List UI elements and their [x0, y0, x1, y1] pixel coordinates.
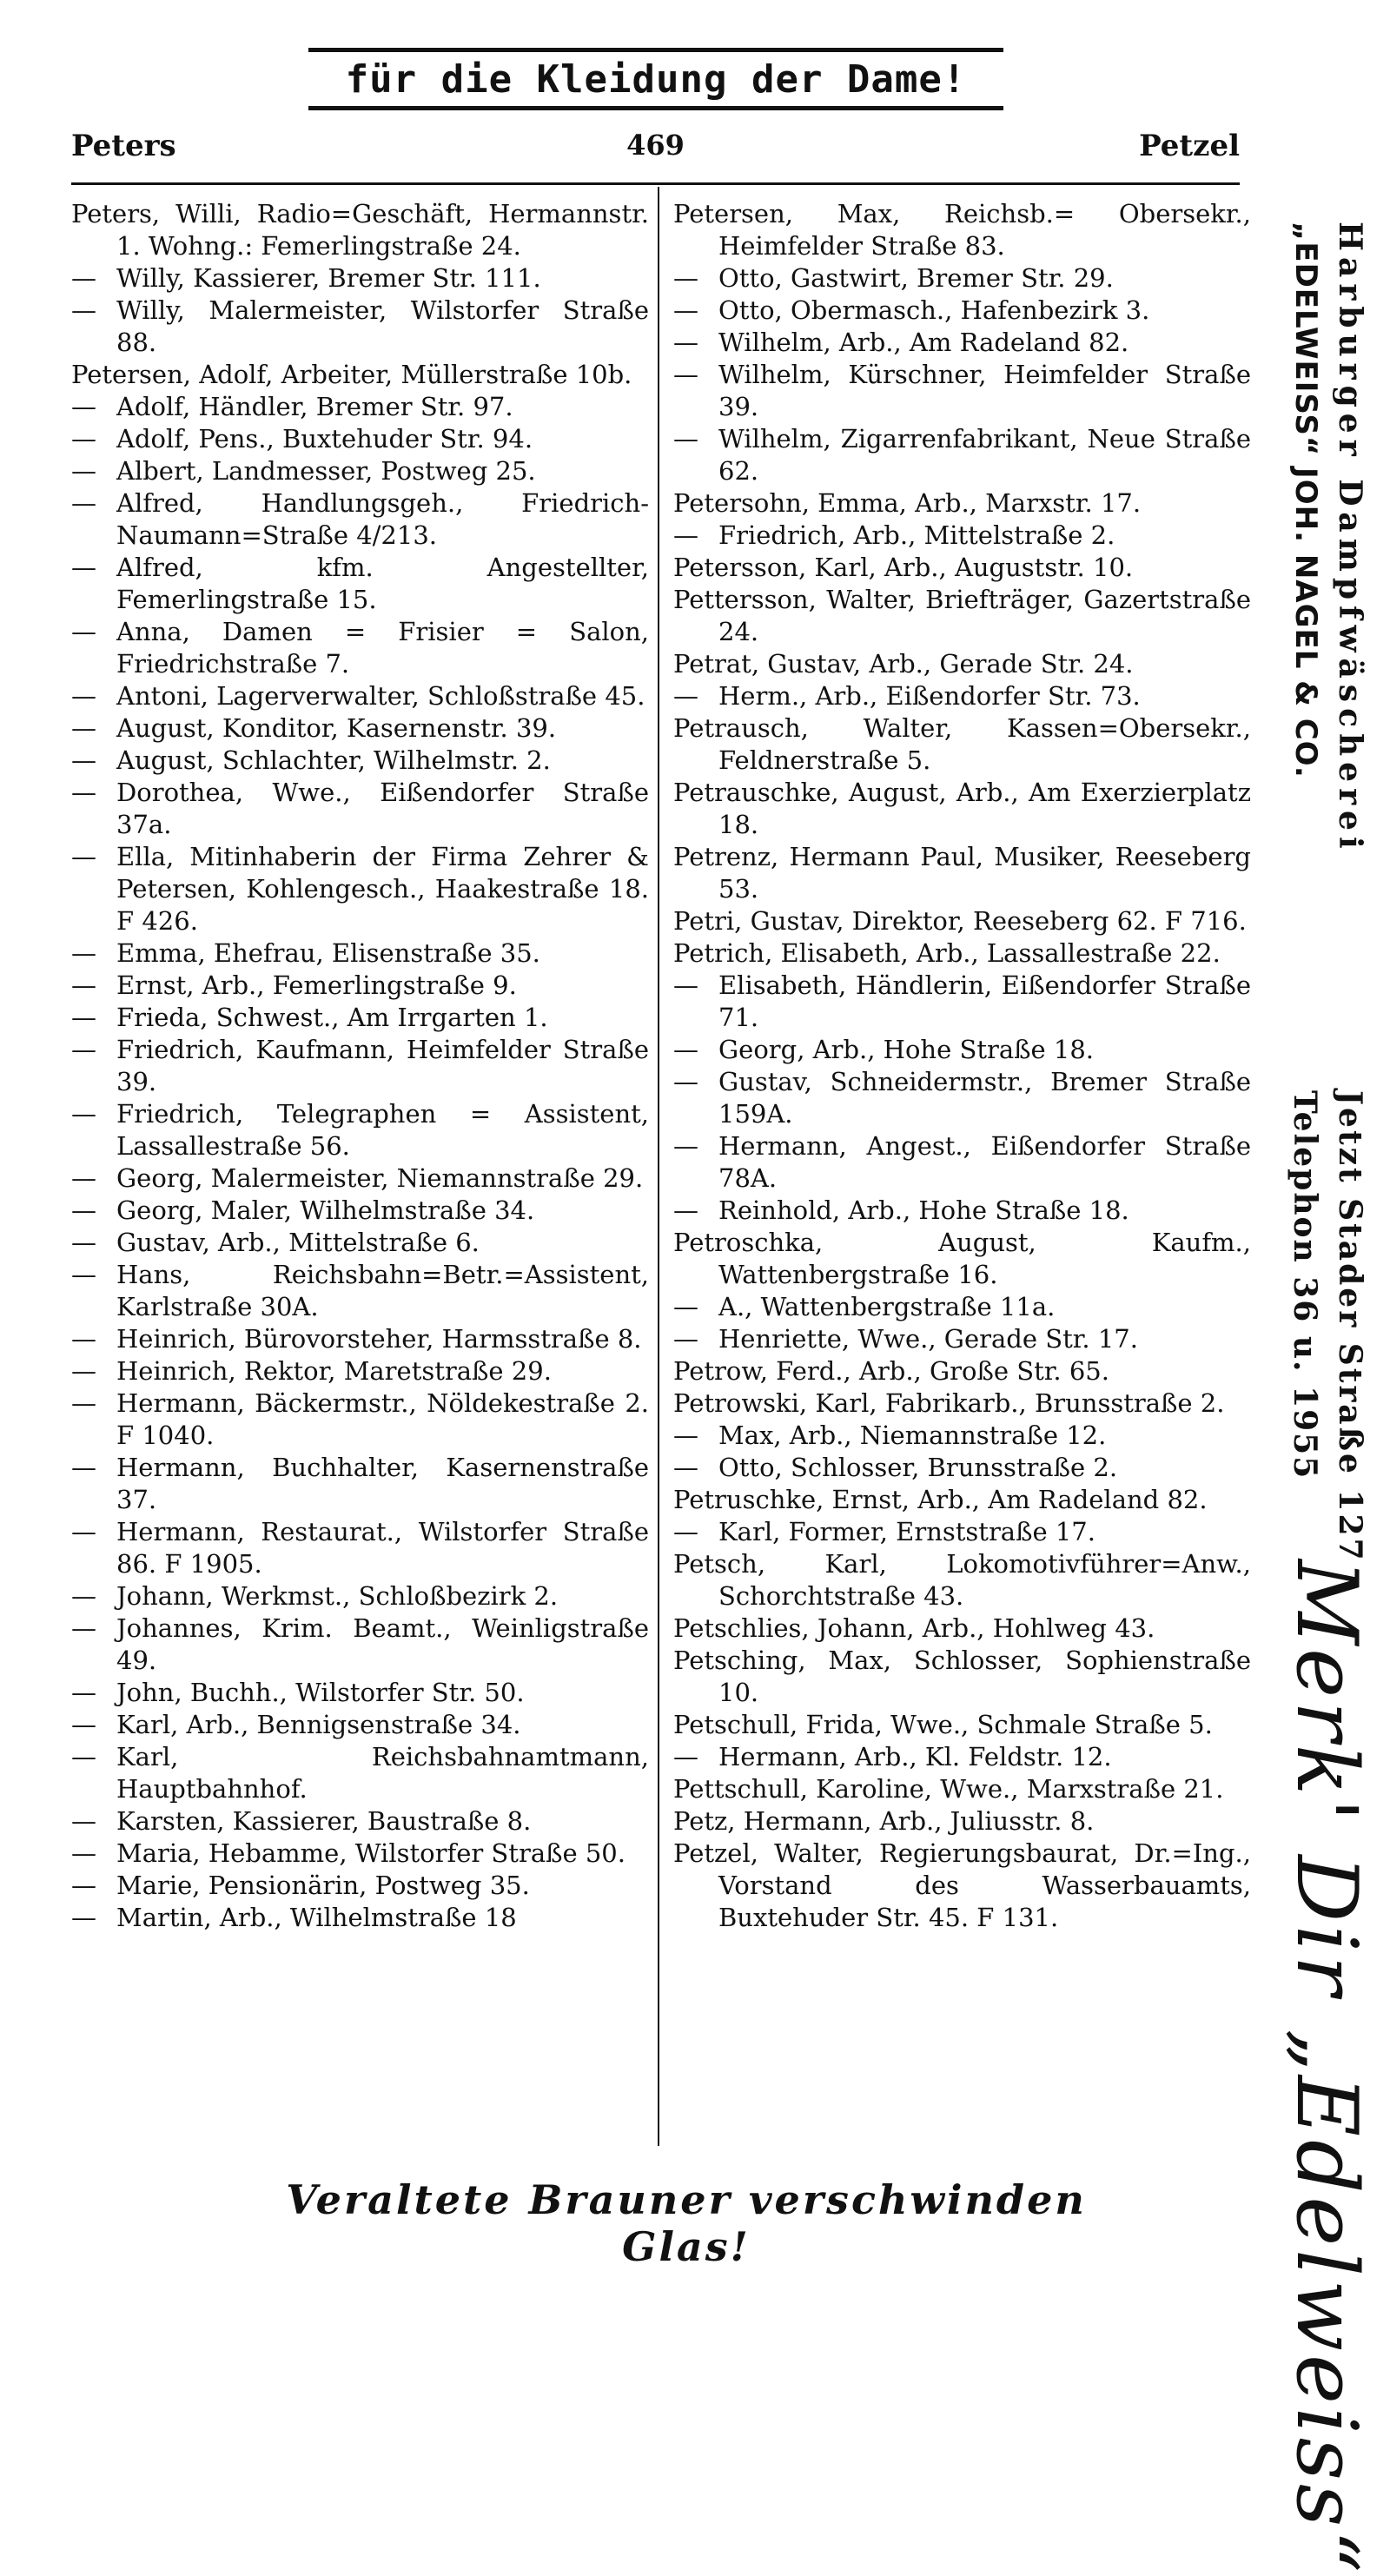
repeat-dash: —	[673, 1420, 698, 1450]
directory-entry	[71, 1355, 649, 1387]
directory-entry	[71, 841, 649, 937]
entry-text: Adolf, Pens., Buxtehuder Str. 94.	[116, 424, 533, 454]
directory-entry	[673, 1323, 1251, 1355]
repeat-dash: —	[71, 1195, 96, 1225]
entry-text: John, Buchh., Wilstorfer Str. 50.	[116, 1678, 525, 1707]
entry-text: Petzel, Walter, Regierungsbaurat, Dr.=Ing., Vorstand des Wasserbauamts, Buxtehuder Str. 45. F 131.	[673, 1838, 1251, 1932]
entry-text: Hermann, Buchhalter, Kasernenstraße 37.	[116, 1453, 649, 1514]
entry-text: Albert, Landmesser, Postweg 25.	[116, 456, 536, 486]
directory-entry	[673, 905, 1251, 937]
running-header	[71, 129, 1240, 172]
repeat-dash: —	[71, 263, 96, 293]
directory-entry	[673, 970, 1251, 1034]
entry-text: Gustav, Schneidermstr., Bremer Straße 159A.	[718, 1067, 1251, 1129]
entry-text: Ernst, Arb., Femerlingstraße 9.	[116, 970, 517, 1000]
entry-text: Georg, Arb., Hohe Straße 18.	[718, 1035, 1095, 1064]
entry-text: Hans, Reichsbahn=Betr.=Assistent, Karlstraße 30A.	[116, 1260, 649, 1321]
entry-text: Peters, Willi, Radio=Geschäft, Hermannstr. 1. Wohng.: Femerlingstraße 24.	[71, 199, 649, 261]
repeat-dash: —	[71, 1678, 96, 1707]
repeat-dash: —	[71, 1613, 96, 1643]
directory-entry	[71, 487, 649, 552]
directory-entry	[673, 1355, 1251, 1387]
entry-text: Petri, Gustav, Direktor, Reeseberg 62. F 716.	[673, 906, 1247, 936]
side-ad-slogan: Merk' Dir „Edelweiss“	[1278, 1560, 1375, 2576]
repeat-dash: —	[71, 1003, 96, 1032]
directory-entry	[673, 327, 1251, 359]
repeat-dash: —	[71, 1903, 96, 1932]
entry-text: Karl, Reichsbahnamtmann, Hauptbahnhof.	[116, 1742, 649, 1804]
directory-entry	[673, 1773, 1251, 1805]
repeat-dash: —	[71, 1228, 96, 1257]
entry-text: Alfred, Handlungsgeh., Friedrich-Naumann=Straße 4/213.	[116, 488, 649, 550]
entry-text: Petrat, Gustav, Arb., Gerade Str. 24.	[673, 649, 1134, 679]
directory-entry	[673, 680, 1251, 712]
entry-text: Petersen, Adolf, Arbeiter, Müllerstraße 10b.	[71, 360, 632, 389]
directory-entry	[71, 1034, 649, 1098]
entry-text: Petrow, Ferd., Arb., Große Str. 65.	[673, 1356, 1109, 1386]
entry-text: Marie, Pensionärin, Postweg 35.	[116, 1871, 530, 1900]
repeat-dash: —	[71, 1517, 96, 1546]
entry-text: Otto, Obermasch., Hafenbezirk 3.	[718, 295, 1150, 325]
entry-text: Petrausch, Walter, Kassen=Obersekr., Feldnerstraße 5.	[673, 713, 1251, 775]
directory-entry	[71, 1227, 649, 1259]
directory-entry	[673, 295, 1251, 327]
directory-entry	[71, 198, 649, 262]
entry-text: Heinrich, Bürovorsteher, Harmsstraße 8.	[116, 1324, 642, 1354]
directory-entry	[673, 1227, 1251, 1291]
directory-entry	[673, 1838, 1251, 1934]
directory-entry	[71, 1162, 649, 1195]
entry-text: Johannes, Krim. Beamt., Weinligstraße 49.	[116, 1613, 649, 1675]
directory-entry	[673, 423, 1251, 487]
repeat-dash: —	[673, 1067, 698, 1096]
directory-entry	[71, 1612, 649, 1677]
directory-entry	[71, 295, 649, 359]
entry-text: Petsching, Max, Schlosser, Sophienstraße 10.	[673, 1646, 1251, 1707]
entry-text: Alfred, kfm. Angestellter, Femerlingstraße 15.	[116, 553, 649, 614]
entry-text: Petersen, Max, Reichsb.= Obersekr., Heimfelder Straße 83.	[673, 199, 1251, 261]
side-ad-address: Jetzt Stader Straße 127	[1332, 1090, 1368, 1563]
side-ad-phone: Telephon 36 u. 1955	[1287, 1090, 1323, 1480]
entry-text: Petrowski, Karl, Fabrikarb., Brunsstraße 2.	[673, 1388, 1225, 1418]
directory-entry	[71, 423, 649, 455]
directory-entry	[673, 198, 1251, 262]
entry-text: Willy, Malermeister, Wilstorfer Straße 88.	[116, 295, 649, 357]
entry-text: Karl, Arb., Bennigsenstraße 34.	[116, 1710, 521, 1739]
repeat-dash: —	[71, 617, 96, 646]
repeat-dash: —	[71, 424, 96, 454]
directory-entry	[673, 1612, 1251, 1645]
directory-entry	[673, 1420, 1251, 1452]
directory-entry	[673, 487, 1251, 520]
entry-text: A., Wattenbergstraße 11a.	[718, 1292, 1056, 1321]
entry-text: Petz, Hermann, Arb., Juliusstr. 8.	[673, 1806, 1095, 1836]
repeat-dash: —	[71, 1838, 96, 1868]
side-ad-company: Harburger Dampfwäscherei	[1332, 222, 1368, 855]
banner-text: für die Kleidung der Dame!	[345, 56, 967, 102]
entry-text: Otto, Schlosser, Brunsstraße 2.	[718, 1453, 1118, 1482]
entry-text: Wilhelm, Kürschner, Heimfelder Straße 39.	[718, 360, 1251, 421]
repeat-dash: —	[673, 1453, 698, 1482]
repeat-dash: —	[71, 1388, 96, 1418]
entry-text: Wilhelm, Zigarrenfabrikant, Neue Straße 62.	[718, 424, 1251, 486]
side-ad-name: „EDELWEISS“ JOH. NAGEL & CO.	[1288, 222, 1323, 778]
entry-text: Petsch, Karl, Lokomotivführer=Anw., Schorchtstraße 43.	[673, 1549, 1251, 1611]
repeat-dash: —	[71, 553, 96, 582]
directory-entry	[673, 1387, 1251, 1420]
page-number: 469	[626, 129, 685, 162]
top-advertisement-banner	[308, 48, 1003, 110]
repeat-dash: —	[71, 938, 96, 968]
directory-entry	[71, 455, 649, 487]
entry-text: Georg, Maler, Wilhelmstraße 34.	[116, 1195, 535, 1225]
entry-text: Petschull, Frida, Wwe., Schmale Straße 5.	[673, 1710, 1213, 1739]
repeat-dash: —	[71, 1099, 96, 1129]
directory-entry	[673, 262, 1251, 295]
directory-entry	[71, 391, 649, 423]
repeat-dash: —	[71, 713, 96, 743]
repeat-dash: —	[71, 1453, 96, 1482]
repeat-dash: —	[673, 1324, 698, 1354]
entry-text: Herm., Arb., Eißendorfer Str. 73.	[718, 681, 1141, 711]
entry-text: Antoni, Lagerverwalter, Schloßstraße 45.	[116, 681, 645, 711]
entry-text: Petschlies, Johann, Arb., Hohlweg 43.	[673, 1613, 1155, 1643]
entry-text: Willy, Kassierer, Bremer Str. 111.	[116, 263, 541, 293]
repeat-dash: —	[673, 1131, 698, 1161]
repeat-dash: —	[71, 842, 96, 871]
repeat-dash: —	[71, 488, 96, 518]
directory-entry	[673, 520, 1251, 552]
entry-text: Petroschka, August, Kaufm., Wattenbergstraße 16.	[673, 1228, 1251, 1289]
entry-text: Martin, Arb., Wilhelmstraße 18	[116, 1903, 517, 1932]
entry-text: Adolf, Händler, Bremer Str. 97.	[116, 392, 513, 421]
entry-text: Petruschke, Ernst, Arb., Am Radeland 82.	[673, 1485, 1208, 1514]
repeat-dash: —	[673, 295, 698, 325]
directory-entry	[673, 1130, 1251, 1195]
directory-entry	[673, 1066, 1251, 1130]
entry-text: Friedrich, Arb., Mittelstraße 2.	[718, 520, 1115, 550]
entry-text: Henriette, Wwe., Gerade Str. 17.	[718, 1324, 1138, 1354]
repeat-dash: —	[71, 970, 96, 1000]
entry-text: Ella, Mitinhaberin der Firma Zehrer & Petersen, Kohlengesch., Haakestraße 18. F 426.	[116, 842, 649, 936]
directory-entry	[71, 1195, 649, 1227]
entry-text: Pettersson, Walter, Briefträger, Gazertstraße 24.	[673, 585, 1251, 646]
repeat-dash: —	[71, 295, 96, 325]
directory-entry	[71, 712, 649, 745]
directory-entry	[71, 1902, 649, 1934]
directory-entry	[673, 1484, 1251, 1516]
column-divider	[658, 187, 659, 2146]
entry-text: Hermann, Restaurat., Wilstorfer Straße 86. F 1905.	[116, 1517, 649, 1579]
entry-text: Wilhelm, Arb., Am Radeland 82.	[718, 328, 1129, 357]
directory-entry	[71, 1259, 649, 1323]
repeat-dash: —	[71, 1324, 96, 1354]
entry-text: Johann, Werkmst., Schloßbezirk 2.	[116, 1581, 559, 1611]
repeat-dash: —	[673, 1195, 698, 1225]
repeat-dash: —	[673, 1035, 698, 1064]
directory-entry	[71, 1677, 649, 1709]
left-column	[71, 198, 649, 1934]
repeat-dash: —	[673, 1292, 698, 1321]
directory-entry	[673, 359, 1251, 423]
entry-text: Georg, Malermeister, Niemannstraße 29.	[116, 1163, 644, 1193]
entry-text: Hermann, Bäckermstr., Nöldekestraße 2. F 1040.	[116, 1388, 649, 1450]
repeat-dash: —	[71, 1742, 96, 1771]
right-column	[673, 198, 1251, 1934]
directory-entry	[71, 1098, 649, 1162]
directory-entry	[71, 359, 649, 391]
entry-text: Frieda, Schwest., Am Irrgarten 1.	[116, 1003, 548, 1032]
bottom-advertisement-slogan: Veraltete Brauner verschwinden Glas!	[286, 2176, 1087, 2270]
directory-entry	[673, 1034, 1251, 1066]
directory-entry	[71, 970, 649, 1002]
directory-entry	[673, 841, 1251, 905]
directory-entry	[71, 1580, 649, 1612]
entry-text: Heinrich, Rektor, Maretstraße 29.	[116, 1356, 552, 1386]
header-left-catchword: Peters	[71, 129, 176, 163]
repeat-dash: —	[673, 1742, 698, 1771]
directory-entry	[71, 1805, 649, 1838]
entry-text: Max, Arb., Niemannstraße 12.	[718, 1420, 1107, 1450]
directory-entry	[71, 1387, 649, 1452]
entry-text: Petrauschke, August, Arb., Am Exerzierplatz 18.	[673, 778, 1251, 839]
entry-text: Petrich, Elisabeth, Arb., Lassallestraße 22.	[673, 938, 1221, 968]
directory-entry	[673, 1741, 1251, 1773]
entry-text: Karsten, Kassierer, Baustraße 8.	[116, 1806, 532, 1836]
directory-entry	[71, 1452, 649, 1516]
directory-entry	[71, 1516, 649, 1580]
directory-entry	[71, 1870, 649, 1902]
repeat-dash: —	[673, 1517, 698, 1546]
entry-text: Hermann, Arb., Kl. Feldstr. 12.	[718, 1742, 1112, 1771]
directory-entry	[673, 1516, 1251, 1548]
entry-text: Friedrich, Kaufmann, Heimfelder Straße 39.	[116, 1035, 649, 1096]
entry-text: Petersson, Karl, Arb., Auguststr. 10.	[673, 553, 1134, 582]
entry-text: Gustav, Arb., Mittelstraße 6.	[116, 1228, 480, 1257]
directory-entry	[71, 745, 649, 777]
directory-entry	[71, 1002, 649, 1034]
entry-text: Petrenz, Hermann Paul, Musiker, Reeseberg 53.	[673, 842, 1251, 904]
directory-entry	[673, 1805, 1251, 1838]
repeat-dash: —	[71, 745, 96, 775]
entry-text: Karl, Former, Ernststraße 17.	[718, 1517, 1095, 1546]
repeat-dash: —	[71, 1710, 96, 1739]
directory-entry	[673, 937, 1251, 970]
repeat-dash: —	[71, 1581, 96, 1611]
header-rule	[71, 182, 1240, 185]
directory-entry	[673, 1452, 1251, 1484]
repeat-dash: —	[71, 1163, 96, 1193]
entry-text: Reinhold, Arb., Hohe Straße 18.	[718, 1195, 1129, 1225]
side-advertisement	[1255, 187, 1377, 2576]
directory-entry	[673, 648, 1251, 680]
entry-text: Elisabeth, Händlerin, Eißendorfer Straße 71.	[718, 970, 1251, 1032]
directory-entry	[673, 552, 1251, 584]
repeat-dash: —	[71, 1035, 96, 1064]
entry-text: Maria, Hebamme, Wilstorfer Straße 50.	[116, 1838, 626, 1868]
repeat-dash: —	[673, 424, 698, 454]
entry-text: August, Schlachter, Wilhelmstr. 2.	[116, 745, 551, 775]
directory-entry	[71, 680, 649, 712]
directory-entry	[673, 712, 1251, 777]
directory-entry	[71, 1741, 649, 1805]
repeat-dash: —	[71, 1871, 96, 1900]
repeat-dash: —	[71, 681, 96, 711]
entry-text: Emma, Ehefrau, Elisenstraße 35.	[116, 938, 540, 968]
directory-entry	[673, 1645, 1251, 1709]
directory-entry	[673, 1195, 1251, 1227]
directory-entry	[71, 1323, 649, 1355]
repeat-dash: —	[673, 360, 698, 389]
directory-entry	[673, 584, 1251, 648]
entry-text: Friedrich, Telegraphen = Assistent, Lassallestraße 56.	[116, 1099, 649, 1161]
directory-entry	[673, 1291, 1251, 1323]
directory-entry	[71, 552, 649, 616]
repeat-dash: —	[71, 1260, 96, 1289]
directory-entry	[673, 1548, 1251, 1612]
directory-entry	[673, 777, 1251, 841]
entry-text: Pettschull, Karoline, Wwe., Marxstraße 21.	[673, 1774, 1224, 1804]
directory-entry	[71, 1838, 649, 1870]
entry-text: Petersohn, Emma, Arb., Marxstr. 17.	[673, 488, 1142, 518]
entry-text: Otto, Gastwirt, Bremer Str. 29.	[718, 263, 1114, 293]
repeat-dash: —	[71, 1806, 96, 1836]
repeat-dash: —	[673, 328, 698, 357]
repeat-dash: —	[673, 970, 698, 1000]
entry-text: Dorothea, Wwe., Eißendorfer Straße 37a.	[116, 778, 649, 839]
repeat-dash: —	[71, 1356, 96, 1386]
repeat-dash: —	[673, 681, 698, 711]
repeat-dash: —	[673, 263, 698, 293]
header-right-catchword: Petzel	[1139, 129, 1240, 163]
directory-entry	[71, 616, 649, 680]
directory-entry	[71, 262, 649, 295]
repeat-dash: —	[71, 392, 96, 421]
repeat-dash: —	[673, 520, 698, 550]
repeat-dash: —	[71, 456, 96, 486]
directory-entry	[71, 777, 649, 841]
directory-entry	[71, 1709, 649, 1741]
directory-entry	[71, 937, 649, 970]
entry-text: Anna, Damen = Frisier = Salon, Friedrichstraße 7.	[116, 617, 649, 679]
entry-text: August, Konditor, Kasernenstr. 39.	[116, 713, 557, 743]
directory-entry	[673, 1709, 1251, 1741]
entry-text: Hermann, Angest., Eißendorfer Straße 78A.	[718, 1131, 1251, 1193]
repeat-dash: —	[71, 778, 96, 807]
